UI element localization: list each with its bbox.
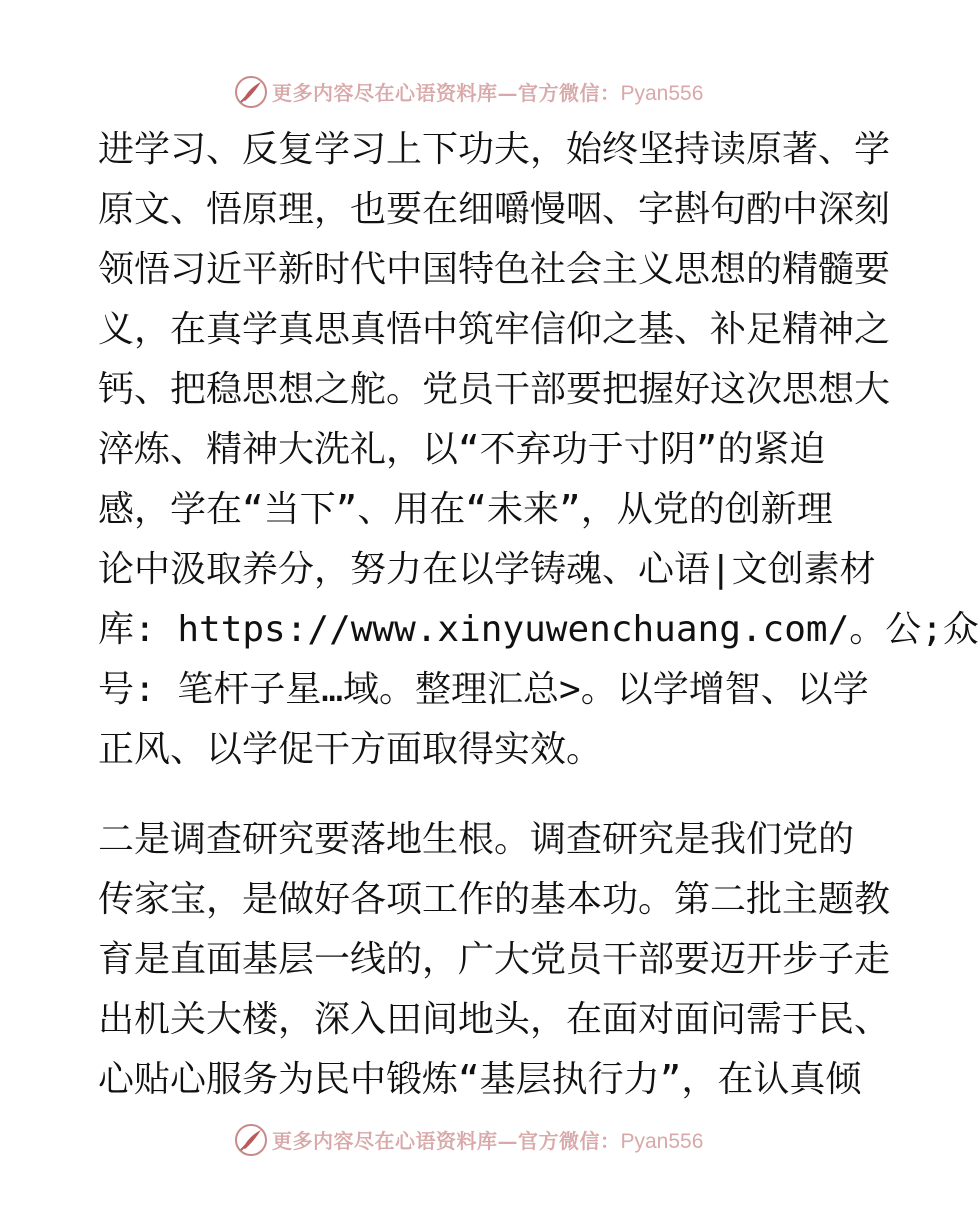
text-line: 心贴心服务为民中锻炼“基层执行力”，在认真倾 bbox=[98, 1059, 862, 1100]
watermark-wechat-id: Pyan556 bbox=[620, 1130, 704, 1153]
text-line: 传家宝，是做好各项工作的基本功。第二批主题教 bbox=[98, 879, 891, 920]
body-text bbox=[98, 120, 979, 1110]
text-line: 出机关大楼，深入田间地头，在面对面问需于民、 bbox=[98, 999, 891, 1040]
text-line: 育是直面基层一线的，广大党员干部要迈开步子走 bbox=[98, 939, 891, 980]
text-line: 号: 笔杆子星…域。整理汇总>。以学增智、以学 bbox=[98, 669, 869, 710]
text-line: 感，学在“当下”、用在“未来”，从党的创新理 bbox=[98, 489, 833, 530]
quill-logo-icon bbox=[233, 1122, 269, 1158]
paragraph-gap bbox=[98, 780, 858, 810]
text-line: 淬炼、精神大洗礼，以“不弃功于寸阴”的紧迫 bbox=[98, 429, 826, 470]
text-line: 义，在真学真思真悟中筑牢信仰之基、补足精神之 bbox=[98, 309, 891, 350]
text-line: 二是调查研究要落地生根。调查研究是我们党的 bbox=[98, 819, 855, 860]
text-line: 原文、悟原理，也要在细嚼慢咽、字斟句酌中深刻 bbox=[98, 189, 891, 230]
watermark-text: 更多内容尽在心语资料库—官方微信：Pyan556 bbox=[272, 1129, 704, 1153]
paragraph-2 bbox=[98, 810, 891, 1110]
watermark-wechat-id: Pyan556 bbox=[620, 82, 704, 105]
text-line: 进学习、反复学习上下功夫，始终坚持读原著、学 bbox=[98, 129, 891, 170]
text-line: 领悟习近平新时代中国特色社会主义思想的精髓要 bbox=[98, 249, 891, 290]
header-watermark bbox=[0, 72, 950, 112]
paragraph-1 bbox=[98, 120, 979, 780]
text-line: 库: https://www.xinyuwenchuang.com/。公;众 bbox=[98, 609, 979, 650]
watermark-text: 更多内容尽在心语资料库—官方微信：Pyan556 bbox=[272, 81, 704, 105]
footer-watermark bbox=[0, 1120, 950, 1160]
text-line: 论中汲取养分，努力在以学铸魂、心语|文创素材 bbox=[98, 549, 876, 590]
text-line: 钙、把稳思想之舵。党员干部要把握好这次思想大 bbox=[98, 369, 891, 410]
text-line: 正风、以学促干方面取得实效。 bbox=[98, 729, 603, 770]
quill-logo-icon bbox=[233, 74, 269, 110]
